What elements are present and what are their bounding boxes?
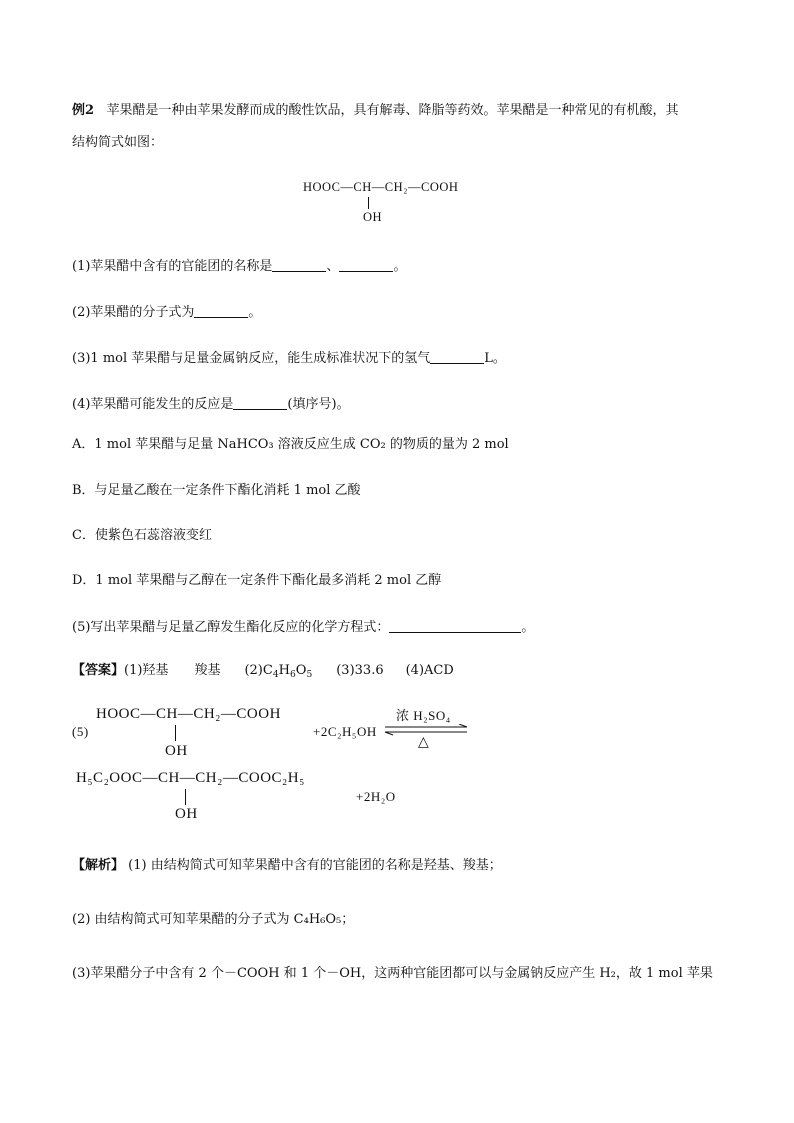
example-intro-line-2: 结构简式如图： — [72, 135, 164, 150]
structure-main-chain: HOOC—CH—CH₂—COOH — [303, 180, 459, 194]
analysis-text-1: (1) 由结构简式可知苹果醋中含有的官能团的名称是羟基、羧基； — [128, 858, 502, 873]
option-d: D．1 mol 苹果醋与乙醇在一定条件下酯化最多消耗 2 mol 乙醇 — [72, 573, 442, 588]
answer-blank-1a[interactable] — [272, 257, 326, 272]
structure-branch: OH — [363, 210, 383, 224]
analysis-line-3: (3)苹果醋分子中含有 2 个－COOH 和 1 个－OH，这两种官能团都可以与金属钠反应产生 H₂，故 1 mol 苹果 — [72, 966, 713, 981]
question-4-end: (填序号)。 — [287, 397, 350, 412]
question-4 — [72, 395, 350, 414]
question-1-end: 。 — [393, 259, 407, 274]
answer-blank-3[interactable] — [430, 349, 484, 364]
example-intro-line-1 — [72, 102, 678, 120]
answer-blank-2[interactable] — [194, 303, 248, 318]
answer-3: (3)33.6 — [336, 663, 384, 678]
analysis-line-1 — [72, 857, 502, 875]
answer-blank-1b[interactable] — [339, 257, 393, 272]
example-label: 例2 — [72, 103, 95, 118]
reactant-main-chain: HOOC—CH—CH₂—COOH — [96, 706, 281, 722]
question-1-separator: 、 — [326, 259, 340, 274]
question-3-text: (3)1 mol 苹果醋与足量金属钠反应，能生成标准状况下的氢气 — [72, 351, 431, 366]
equation-number: (5) — [72, 724, 89, 739]
analysis-label: 【解析】 — [72, 858, 125, 873]
answer-label: 【答案】 — [72, 663, 125, 678]
question-4-text: (4)苹果醋可能发生的反应是 — [72, 397, 234, 412]
catalyst-label: 浓 H₂SO₄ — [396, 708, 451, 723]
question-2-text: (2)苹果醋的分子式为 — [72, 305, 195, 320]
answer-1b: 羧基 — [194, 663, 221, 678]
product-bond-line — [185, 789, 186, 805]
option-c: C．使紫色石蕊溶液变红 — [72, 528, 212, 543]
byproduct-water: +2H₂O — [356, 789, 396, 804]
structure-bond-line — [368, 197, 369, 209]
reactant-bond-line — [175, 725, 176, 741]
answer-2: $(2)C_4H_6O_5$ — [244, 663, 313, 680]
answer-1a: (1)羟基 — [124, 663, 169, 678]
question-3 — [72, 349, 506, 368]
answer-blank-4[interactable] — [233, 395, 287, 410]
answer-blank-5[interactable] — [389, 618, 521, 633]
question-1 — [72, 257, 406, 276]
question-1-text: (1)苹果醋中含有的官能团的名称是 — [72, 259, 273, 274]
product-branch: OH — [175, 806, 198, 822]
product-main-chain: H₅C₂OOC—CH—CH₂—COOC₂H₅ — [76, 770, 305, 786]
question-5 — [72, 618, 534, 637]
answer-line — [72, 662, 454, 684]
analysis-line-2: (2) 由结构简式可知苹果醋的分子式为 C₄H₆O₅； — [72, 912, 355, 927]
question-5-end: 。 — [521, 620, 535, 635]
option-b: B．与足量乙酸在一定条件下酯化消耗 1 mol 乙酸 — [72, 483, 361, 498]
question-3-end: L。 — [484, 351, 506, 366]
question-5-text: (5)写出苹果醋与足量乙醇发生酯化反应的化学方程式： — [72, 620, 390, 635]
heat-condition: △ — [418, 735, 430, 750]
option-a: A．1 mol 苹果醋与足量 NaHCO₃ 溶液反应生成 CO₂ 的物质的量为 2 mol — [72, 437, 509, 452]
example-intro-text-1: 苹果醋是一种由苹果发酵而成的酸性饮品，具有解毒、降脂等药效。苹果醋是一种常见的有机酸，其 — [106, 103, 679, 118]
reagent-ethanol: +2C₂H₅OH — [313, 724, 377, 739]
question-2-end: 。 — [248, 305, 262, 320]
question-2 — [72, 303, 261, 322]
answer-4: (4)ACD — [405, 663, 454, 678]
reactant-branch: OH — [165, 743, 188, 759]
